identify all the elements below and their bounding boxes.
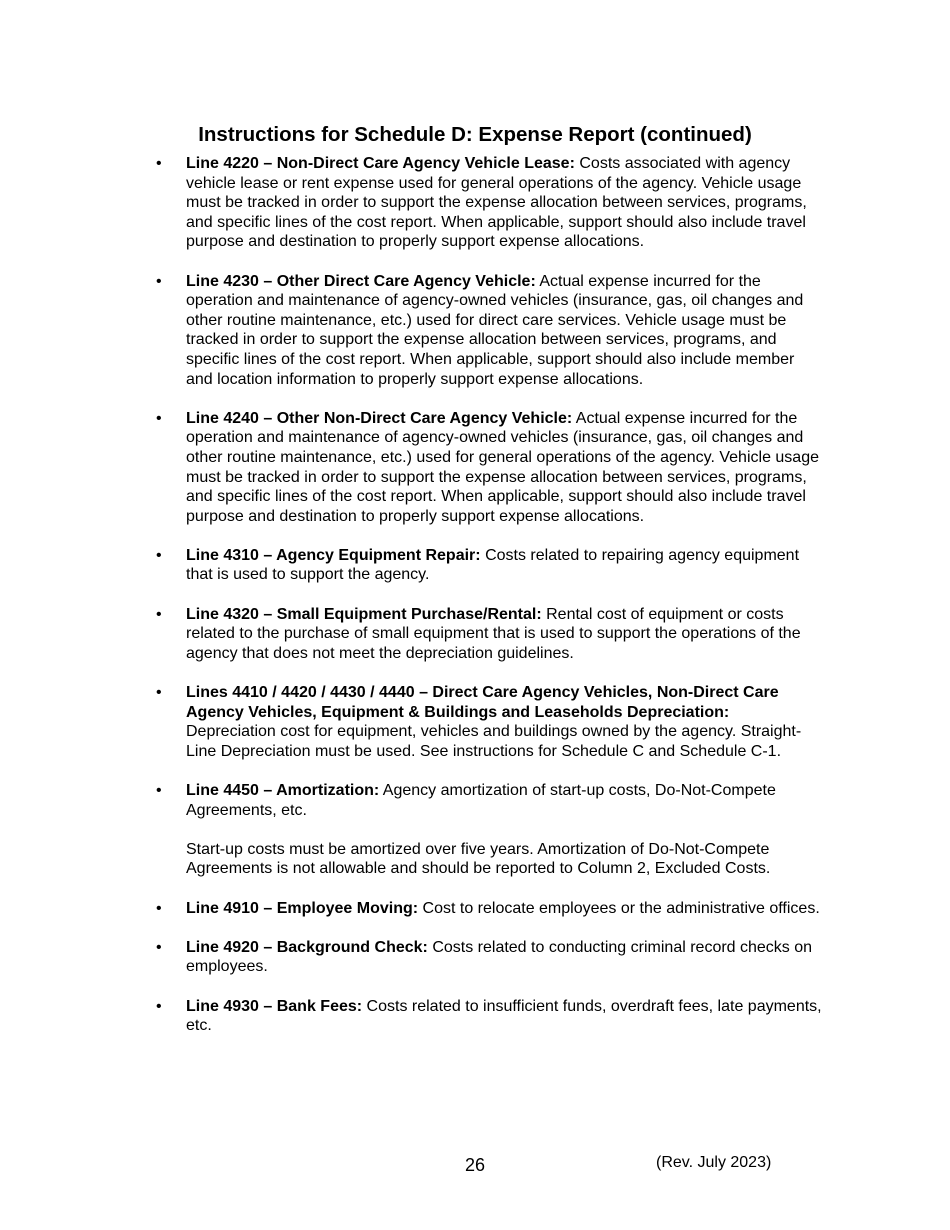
list-item-line-4230 <box>156 272 822 390</box>
revision-date: (Rev. July 2023) <box>656 1154 772 1171</box>
item-heading: Line 4240 – Other Non-Direct Care Agency Vehicle: <box>186 409 573 427</box>
list-item-line-4450 <box>156 781 822 879</box>
item-extra-paragraph: Start-up costs must be amortized over five years. Amortization of Do-Not-Compete Agreements is not allowable and should be reported to Column 2, Excluded Costs. <box>186 840 771 878</box>
item-heading: Line 4310 – Agency Equipment Repair: <box>186 546 481 564</box>
item-text: Actual expense incurred for the operation and maintenance of agency-owned vehicles (insurance, gas, oil changes and other routine maintenance, etc.) used for general operations of the agency. Vehicle usage must be tracked in order to support the expense allocation between services, programs, and specific lines of the cost report. When applicable, support should also include travel purpose and destination to properly support expense allocations. <box>186 409 819 525</box>
item-text: Costs associated with agency vehicle lease or rent expense used for general operations of the agency. Vehicle usage must be tracked in order to support the expense allocation between services, programs, and specific lines of the cost report. When applicable, support should also include travel purpose and destination to properly support expense allocations. <box>186 155 807 251</box>
item-heading: Line 4220 – Non-Direct Care Agency Vehicle Lease: <box>186 155 575 172</box>
bullet-icon: • <box>156 997 162 1015</box>
item-heading: Line 4320 – Small Equipment Purchase/Rental: <box>186 605 542 623</box>
item-heading: Line 4920 – Background Check: <box>186 938 428 956</box>
item-text: Costs related to insufficient funds, overdraft fees, late payments, etc. <box>186 997 822 1035</box>
item-heading: Line 4910 – Employee Moving: <box>186 899 419 917</box>
item-heading: Line 4230 – Other Direct Care Agency Vehicle: <box>186 272 536 290</box>
bullet-icon: • <box>156 782 162 799</box>
bullet-icon: • <box>156 684 162 702</box>
item-heading: Line 4450 – Amortization: <box>186 782 380 799</box>
item-text: Cost to relocate employees or the administrative offices. <box>422 899 820 917</box>
page-number: 26 <box>464 1155 486 1175</box>
bullet-icon: • <box>156 605 162 623</box>
list-item-line-4910 <box>156 899 822 919</box>
list-item-line-4930 <box>156 997 822 1036</box>
bullet-icon: • <box>156 546 162 564</box>
bullet-icon: • <box>156 938 162 956</box>
bullet-icon: • <box>156 409 162 427</box>
bullet-icon: • <box>156 155 162 172</box>
list-item-line-4920 <box>156 938 822 977</box>
list-item-line-4220 <box>156 154 822 252</box>
item-text: Actual expense incurred for the operation and maintenance of agency-owned vehicles (insurance, gas, oil changes and other routine maintenance, etc.) used for direct care services. Vehicle usage must be tracked in order to support the expense allocation between services, programs, and specific lines of the cost report. When applicable, support should also include member and location information to properly support expense allocations. <box>186 272 804 388</box>
item-heading: Line 4930 – Bank Fees: <box>186 997 363 1015</box>
bullet-icon: • <box>156 899 162 917</box>
item-text: Costs related to conducting criminal record checks on employees. <box>186 938 813 976</box>
bullet-icon: • <box>156 272 162 290</box>
expense-line-list <box>156 154 822 1055</box>
list-item-lines-4410-4440 <box>156 683 822 761</box>
item-heading: Lines 4410 / 4420 / 4430 / 4440 – Direct Care Agency Vehicles, Non-Direct Care Agency Vehicles, Equipment & Buildings and Leaseholds Depreciation: <box>186 684 779 721</box>
list-item-line-4240 <box>156 409 822 527</box>
item-text: Depreciation cost for equipment, vehicles and buildings owned by the agency. Straight-Line Depreciation must be used. See instructions for Schedule C and Schedule C-1. <box>186 723 802 760</box>
page-title: Instructions for Schedule D: Expense Report (continued) <box>198 122 752 146</box>
list-item-line-4310 <box>156 546 822 585</box>
item-text: Costs related to repairing agency equipment that is used to support the agency. <box>186 546 800 584</box>
item-text: Agency amortization of start-up costs, Do-Not-Compete Agreements, etc. <box>186 782 776 819</box>
item-text: Rental cost of equipment or costs related to the purchase of small equipment that is used to support the operations of the agency that does not meet the depreciation guidelines. <box>186 605 801 662</box>
list-item-line-4320 <box>156 605 822 664</box>
